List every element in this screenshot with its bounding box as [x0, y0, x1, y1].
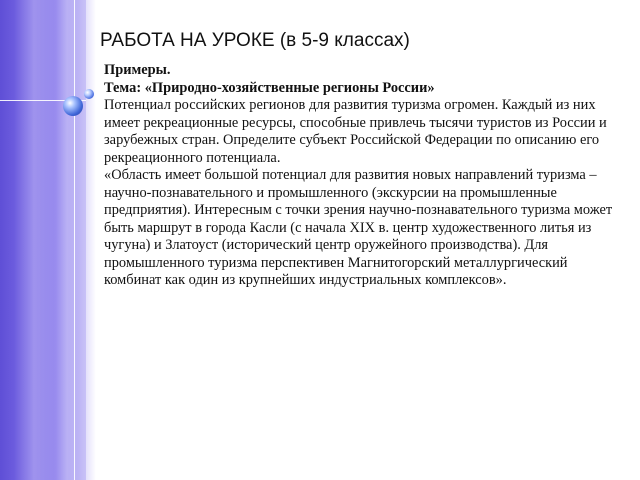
topic-name: Природно-хозяйственные регионы России [151, 79, 428, 96]
band-fade [86, 0, 96, 480]
paragraph-intro: Потенциал российских регионов для развития туризма огромен. Каждый из них имеет рекреационные ресурсы, способные привлечь тысячи туристов из России и зарубежных стран. Определите субъект Российской Федерации по описанию его рекреационного потенциала. [104, 97, 607, 166]
examples-label: Примеры. [104, 62, 171, 78]
topic-prefix: Тема: « [104, 79, 152, 96]
topic-line [104, 80, 614, 98]
slide-body [104, 62, 614, 290]
vertical-divider-line [74, 0, 75, 480]
topic-suffix: » [427, 79, 435, 96]
decorative-sphere-small [84, 89, 94, 99]
paragraph-description: «Область имеет большой потенциал для развития новых направлений туризма – научно-познавательного и промышленного (экскурсии на промышленные предприятия). Интересным с точки зрения научно-познавательного туризма может быть маршрут в города Касли (с начала XIX в. центр художественного литья из чугуна) и Златоуст (исторический центр оружейного производства). Для промышленного туризма перспективен Магнитогорский металлургический комбинат как один из крупнейших индустриальных комплексов». [104, 167, 613, 288]
band-sheen [14, 0, 54, 480]
slide-title: РАБОТА НА УРОКЕ (в 5-9 классах) [100, 30, 410, 51]
decorative-sphere-large [63, 96, 83, 116]
